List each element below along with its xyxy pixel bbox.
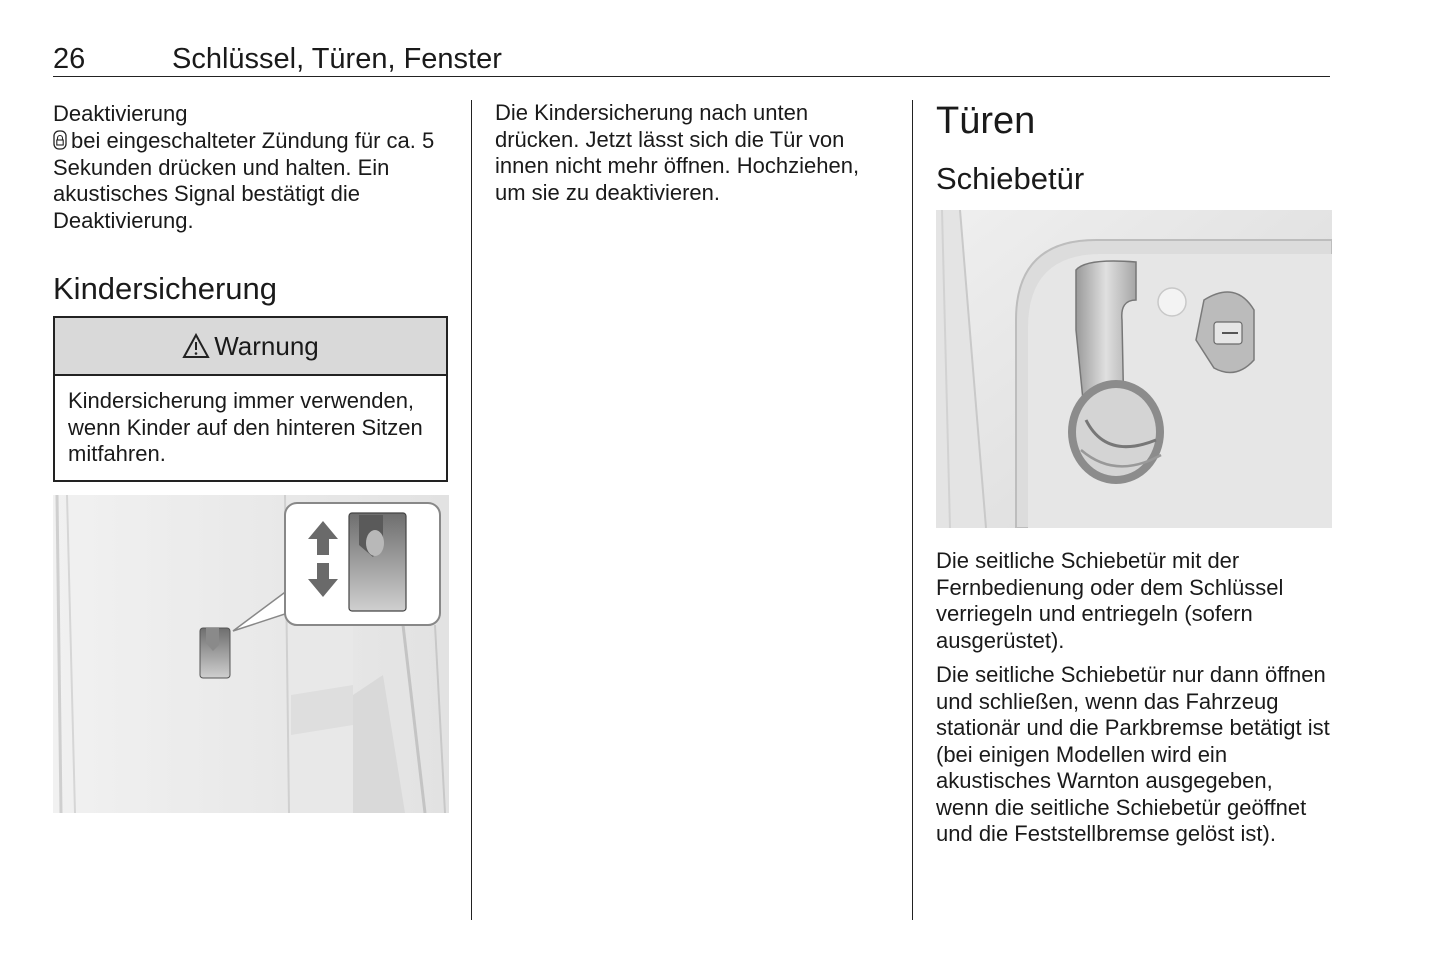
child-lock-instructions: Die Kindersicherung nach unten drücken. Jetzt lässt sich die Tür von innen nicht mehr öffnen. Hochziehen, um sie zu deaktivieren. <box>495 100 860 205</box>
child-lock-illustration <box>53 495 449 813</box>
deactivation-paragraph <box>53 128 448 234</box>
warning-box <box>53 316 448 482</box>
lock-button-icon <box>53 130 67 150</box>
column-left <box>53 100 448 813</box>
deactivation-text: bei eingeschalteter Zündung für ca. 5 Sekunden drücken und halten. Ein akustisches Signal bestätigt die Deaktivierung. <box>53 128 435 233</box>
sliding-door-paragraph-1: Die seitliche Schiebetür mit der Fernbedienung oder dem Schlüssel verriegeln und entriegeln (sofern ausgerüstet). <box>936 548 1284 653</box>
warning-text: Kindersicherung immer verwenden, wenn Kinder auf den hinteren Sitzen mitfahren. <box>68 388 423 466</box>
column-divider <box>912 100 913 920</box>
column-divider <box>471 100 472 920</box>
sliding-door-paragraph-2: Die seitliche Schiebetür nur dann öffnen und schließen, wenn das Fahrzeug stationär und die Parkbremse betätigt ist (bei einigen Modellen wird ein akustisches Warnton ausgegeben, wenn die seitliche Schiebetür geöffnet und die Feststellbremse gelöst ist). <box>936 662 1330 846</box>
page-header <box>53 42 1330 77</box>
chapter-title: Schlüssel, Türen, Fenster <box>172 43 502 75</box>
section-title-child-lock: Kindersicherung <box>53 271 278 306</box>
warning-header <box>55 318 446 376</box>
warning-triangle-icon <box>182 333 210 359</box>
deactivation-heading: Deaktivierung <box>53 101 188 126</box>
subsection-title-sliding-door: Schiebetür <box>936 161 1085 196</box>
column-middle <box>495 100 895 206</box>
sliding-door-handle-illustration <box>936 210 1332 528</box>
column-right <box>936 100 1331 856</box>
warning-title: Warnung <box>214 330 319 361</box>
page-number: 26 <box>53 43 86 75</box>
section-title-doors: Türen <box>936 100 1036 142</box>
